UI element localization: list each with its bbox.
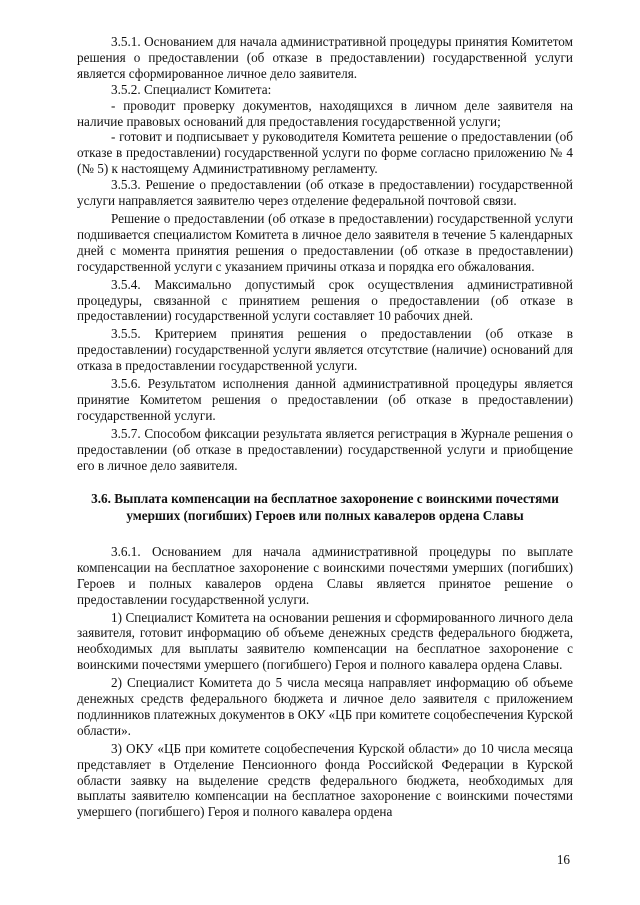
paragraph-step-1: 1) Специалист Комитета на основании решения и сформированного личного дела заявителя, готовит информацию об объеме денежных средств федерального бюджета, необходимых для выплаты заявителю компенсации на бесплатное захоронение с воинскими почестями умершего (погибшего) Героя и полного кавалера ордена Славы. (77, 609, 573, 673)
paragraph-3-6-1: 3.6.1. Основанием для начала административной процедуры по выплате компенсации на бесплатное захоронение с воинскими почестями умерших (погибших) Героев и полных кавалеров ордена Славы является принятое решение о предоставлении государственной услуги. (77, 543, 573, 607)
paragraph-3-5-7: 3.5.7. Способом фиксации результата является регистрация в Журнале решения о предоставлении (об отказе в предоставлении) государственной услуги и приобщение его в личное дело заявителя. (77, 425, 573, 473)
document-page (77, 34, 573, 820)
page-number: 16 (556, 852, 570, 867)
paragraph-step-2: 2) Специалист Комитета до 5 числа месяца направляет информацию об объеме денежных средств федерального бюджета и личное дело заявителя с приложением подлинников платежных документов в ОКУ «ЦБ при комитете соцобеспечения Курской области». (77, 675, 573, 738)
paragraph-check-documents: - проводит проверку документов, находящихся в личном деле заявителя на наличие правовых оснований для предоставления государственной услуги; (77, 97, 573, 129)
paragraph-decision-filing: Решение о предоставлении (об отказе в предоставлении) государственной услуги подшивается специалистом Комитета в личное дело заявителя в течение 5 календарных дней с момента принятия решения о предоставлении (об отказе в предоставлении) государственной услуги с указанием причины отказа и порядка его обжалования. (77, 210, 573, 274)
paragraph-3-5-1: 3.5.1. Основанием для начала административной процедуры принятия Комитетом решения о предоставлении (об отказе в предоставлении) государственной услуги является сформированное личное дело заявителя. (77, 34, 573, 81)
section-heading-3-6: 3.6. Выплата компенсации на бесплатное захоронение с воинскими почестями умерших (погибших) Героев или полных кавалеров ордена Славы (91, 491, 559, 523)
paragraph-step-3: 3) ОКУ «ЦБ при комитете соцобеспечения Курской области» до 10 числа месяца представляет в Отделение Пенсионного фонда Российской Федерации в Курской области заявку на выделение средств федерального бюджета, необходимых для выплаты заявителю компенсации на бесплатное захоронение с воинскими почестями умершего (погибшего) Героя и полного кавалера ордена (77, 740, 573, 820)
paragraph-3-5-6: 3.5.6. Результатом исполнения данной административной процедуры является принятие Комитетом решения о предоставлении (об отказе в предоставлении) государственной услуги. (77, 376, 573, 423)
paragraph-3-5-2: 3.5.2. Специалист Комитета: (111, 81, 272, 97)
paragraph-3-5-5: 3.5.5. Критерием принятия решения о предоставлении (об отказе в предоставлении) государственной услуги является отсутствие (наличие) оснований для отказа в предоставлении государственной услуги. (77, 326, 573, 374)
paragraph-3-5-4: 3.5.4. Максимально допустимый срок осуществления административной процедуры, связанной с принятием решения о предоставлении (об отказе в предоставлении) государственной услуги составляет 10 рабочих дней. (77, 276, 573, 324)
paragraph-3-5-3: 3.5.3. Решение о предоставлении (об отказе в предоставлении) государственной услуги направляется заявителю через отделение федеральной почтовой связи. (77, 177, 573, 209)
paragraph-prepare-decision: - готовит и подписывает у руководителя Комитета решение о предоставлении (об отказе в предоставлении) государственной услуги по форме согласно приложению № 4 (№ 5) к настоящему Административному регламенту. (77, 129, 573, 177)
